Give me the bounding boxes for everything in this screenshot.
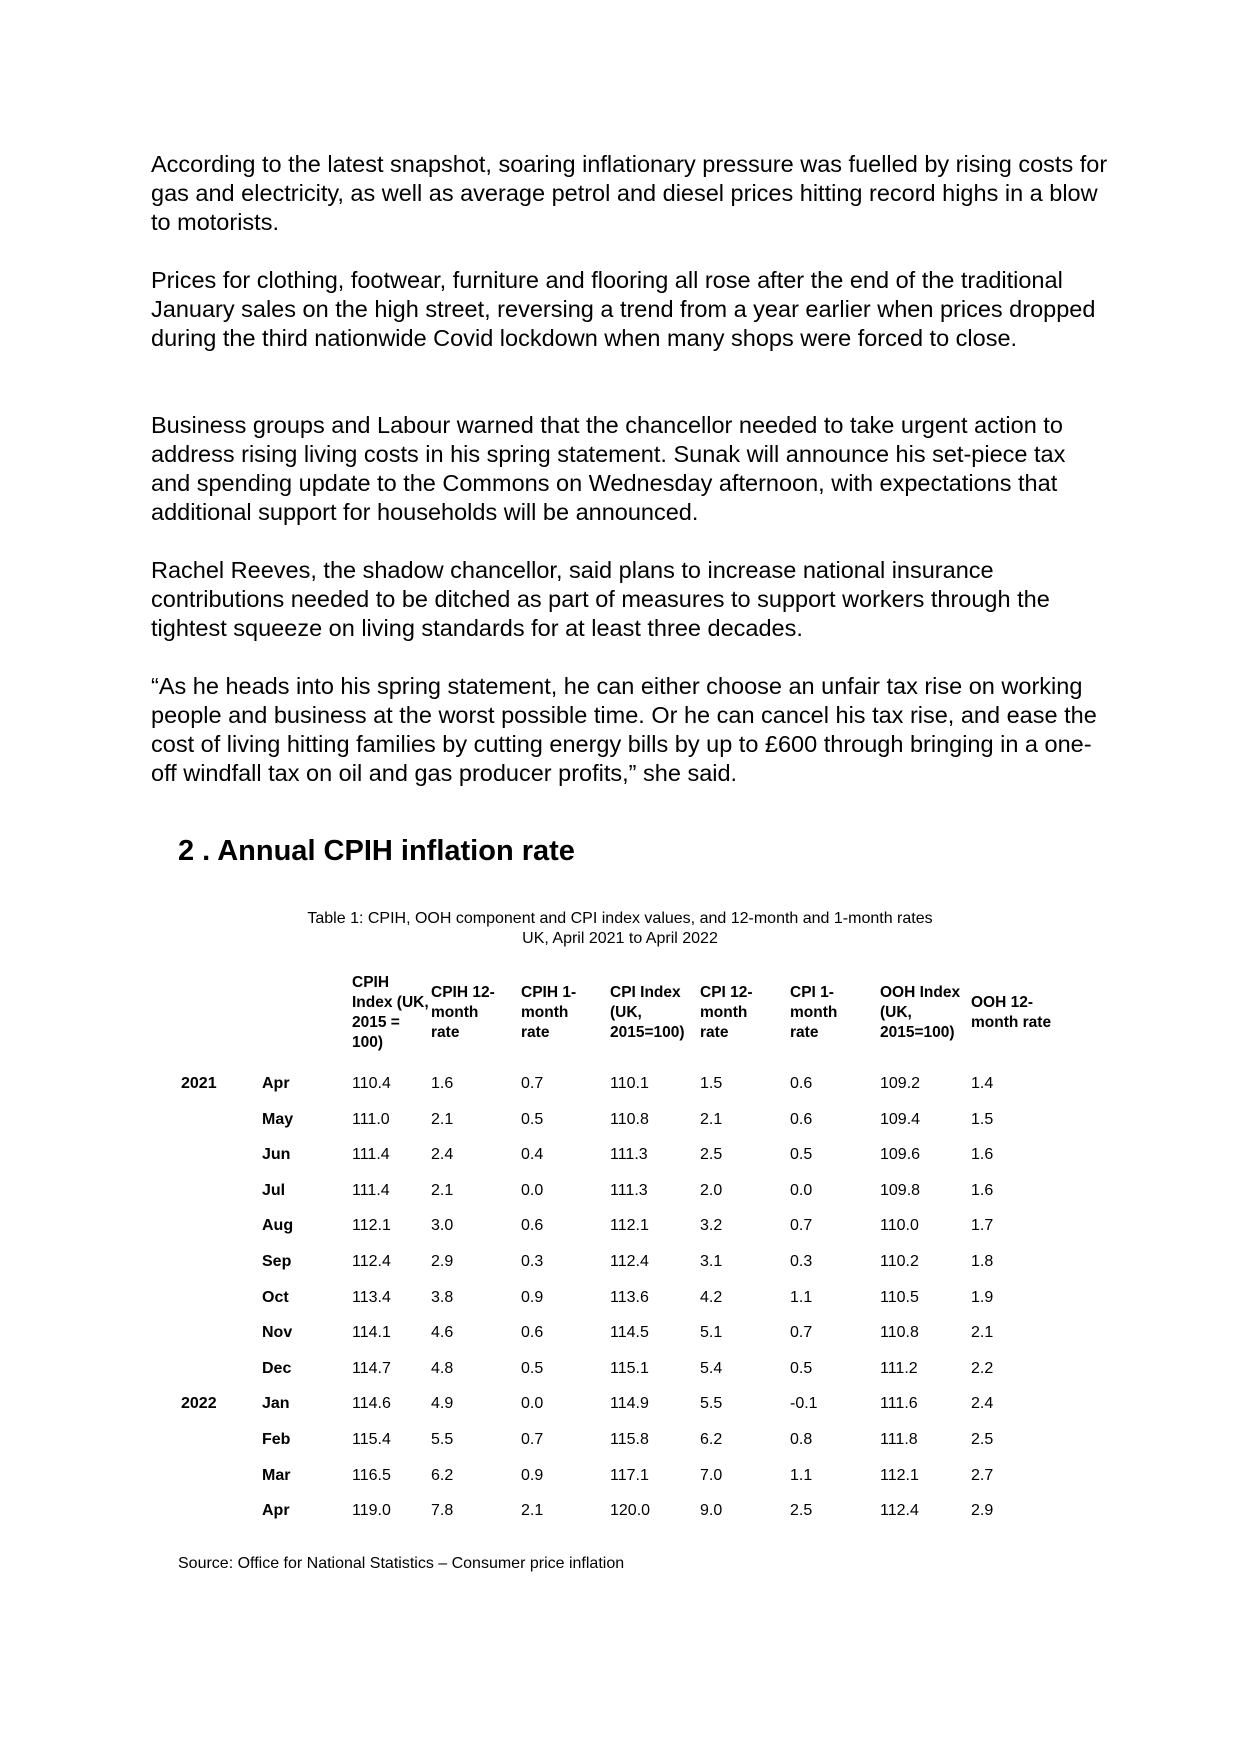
table-cell: 1.6 — [431, 1075, 454, 1092]
row-month: Apr — [262, 1502, 290, 1520]
table-cell: 110.0 — [880, 1217, 919, 1235]
table-caption-title: Table 1: CPIH, OOH component and CPI index values, and 12-month and 1-month rates — [307, 910, 933, 927]
table-cell: 3.0 — [431, 1217, 454, 1235]
table-cell: 1.5 — [971, 1110, 994, 1128]
table-row — [0, 1386, 1241, 1422]
table-cell: 112.1 — [352, 1217, 391, 1235]
table-cell: 7.0 — [700, 1466, 723, 1484]
table-cell: 0.0 — [790, 1181, 813, 1199]
table-cell: 115.4 — [352, 1431, 391, 1448]
table-row — [0, 1244, 1241, 1280]
table-cell: 4.9 — [431, 1395, 454, 1413]
row-year: 2022 — [181, 1395, 217, 1413]
table-cell: 2.1 — [431, 1181, 454, 1199]
row-month: Apr — [262, 1075, 290, 1092]
paragraph-1: According to the latest snapshot, soaring inflationary pressure was fuelled by rising costs for gas and electricity, as well as average petrol and diesel prices hitting record highs in a blow to motorists. — [151, 151, 1108, 235]
table-cell: 4.2 — [700, 1288, 723, 1306]
table-cell: 110.5 — [880, 1288, 919, 1306]
table-row — [0, 1102, 1241, 1138]
row-month: Jun — [262, 1146, 291, 1164]
table-cell: 0.6 — [790, 1110, 813, 1128]
table-cell: 0.7 — [790, 1217, 813, 1235]
table-cell: 1.1 — [790, 1466, 813, 1484]
table-cell: 7.8 — [431, 1502, 454, 1520]
table-cell: 2.0 — [700, 1181, 723, 1199]
table-cell: 2.5 — [971, 1431, 994, 1448]
table-cell: 0.3 — [521, 1253, 544, 1270]
table-cell: 2.5 — [790, 1502, 813, 1520]
row-month: May — [262, 1110, 294, 1128]
table-cell: 110.4 — [352, 1075, 391, 1092]
column-header: OOH Index (UK, 2015=100) — [880, 984, 961, 1041]
table-source: Source: Office for National Statistics – Consumer price inflation — [178, 1555, 625, 1572]
table-row — [0, 1137, 1241, 1173]
table-caption-subtitle: UK, April 2021 to April 2022 — [522, 930, 718, 947]
table-cell: 110.2 — [880, 1253, 919, 1270]
paragraph-4: Rachel Reeves, the shadow chancellor, said plans to increase national insurance contributions needed to be ditched as part of measures to support workers through the tightest squeeze on living standards for at least three decades. — [151, 557, 1050, 641]
table-cell: 111.0 — [352, 1110, 390, 1128]
table-cell: 0.8 — [790, 1431, 813, 1448]
table-cell: 112.4 — [610, 1253, 649, 1270]
table-cell: 2.2 — [971, 1359, 994, 1377]
table-cell: 114.9 — [610, 1395, 649, 1413]
column-header: CPIH Index (UK, 2015 = 100) — [352, 974, 429, 1051]
table-cell: 112.4 — [880, 1502, 919, 1520]
table-cell: 9.0 — [700, 1502, 723, 1520]
row-month: Feb — [262, 1431, 291, 1448]
table-cell: 5.5 — [700, 1395, 723, 1413]
table-cell: 0.3 — [790, 1253, 813, 1270]
table-cell: 119.0 — [352, 1502, 391, 1520]
table-cell: 0.5 — [521, 1110, 544, 1128]
paragraph-5: “As he heads into his spring statement, he can either choose an unfair tax rise on working people and business at the worst possible time. Or he can cancel his tax rise, and ease the cost of living hitting families by cutting energy bills by up to £600 through bringing in a one-off windfall tax on oil and gas producer profits,” she said. — [151, 673, 1097, 786]
row-month: Aug — [262, 1217, 294, 1235]
column-header: CPI 12-month rate — [700, 984, 753, 1041]
table-cell: 5.1 — [700, 1324, 723, 1342]
table-cell: 111.8 — [880, 1431, 918, 1448]
table-cell: 111.2 — [880, 1359, 918, 1377]
table-cell: 2.5 — [700, 1146, 723, 1164]
table-cell: 5.4 — [700, 1359, 723, 1377]
table-cell: 1.7 — [971, 1217, 994, 1235]
table-cell: 114.1 — [352, 1324, 391, 1342]
column-header: CPI Index (UK, 2015=100) — [610, 984, 685, 1041]
table-cell: 115.8 — [610, 1431, 649, 1448]
table-cell: 0.6 — [521, 1324, 544, 1342]
table-cell: 0.5 — [790, 1359, 813, 1377]
table-cell: 0.9 — [521, 1466, 544, 1484]
table-cell: 2.1 — [971, 1324, 994, 1342]
table-cell: 111.3 — [610, 1181, 648, 1199]
table-cell: 0.0 — [521, 1395, 544, 1413]
table-cell: 0.7 — [790, 1324, 813, 1342]
table-cell: 1.9 — [971, 1288, 994, 1306]
table-row — [0, 1208, 1241, 1244]
table-row — [0, 1173, 1241, 1209]
table-cell: 2.1 — [700, 1110, 723, 1128]
table-cell: 110.8 — [610, 1110, 649, 1128]
row-month: Sep — [262, 1253, 292, 1270]
table-cell: 113.4 — [352, 1288, 391, 1306]
table-cell: 114.5 — [610, 1324, 649, 1342]
table-cell: 116.5 — [352, 1466, 391, 1484]
row-month: Oct — [262, 1288, 289, 1306]
table-cell: 2.1 — [431, 1110, 454, 1128]
table-cell: 111.3 — [610, 1146, 648, 1164]
table-cell: 2.7 — [971, 1466, 994, 1484]
table-cell: 110.8 — [880, 1324, 919, 1342]
table-row — [0, 1066, 1241, 1102]
table-cell: 120.0 — [610, 1502, 651, 1520]
column-header: CPI 1-month rate — [790, 984, 838, 1041]
row-month: Jan — [262, 1395, 290, 1413]
table-cell: 6.2 — [700, 1431, 723, 1448]
table-cell: 3.1 — [700, 1253, 723, 1270]
table-cell: 109.4 — [880, 1110, 921, 1128]
table-cell: 3.8 — [431, 1288, 454, 1306]
table-cell: 112.1 — [880, 1466, 919, 1484]
section-heading: 2 . Annual CPIH inflation rate — [178, 835, 575, 867]
row-month: Mar — [262, 1466, 291, 1484]
table-row — [0, 1351, 1241, 1387]
table-cell: 2.4 — [971, 1395, 994, 1413]
table-cell: 114.6 — [352, 1395, 391, 1413]
table-cell: 1.4 — [971, 1075, 994, 1092]
table-row — [0, 1422, 1241, 1458]
row-month: Jul — [262, 1181, 286, 1199]
table-cell: 0.5 — [521, 1359, 544, 1377]
table-cell: 5.5 — [431, 1431, 454, 1448]
table-cell: 111.4 — [352, 1181, 390, 1199]
table-cell: -0.1 — [790, 1395, 818, 1413]
table-cell: 3.2 — [700, 1217, 723, 1235]
table-cell: 2.4 — [431, 1146, 454, 1164]
table-cell: 0.9 — [521, 1288, 544, 1306]
table-cell: 0.5 — [790, 1146, 813, 1164]
table-cell: 1.6 — [971, 1146, 994, 1164]
row-month: Dec — [262, 1359, 292, 1377]
table-cell: 111.4 — [352, 1146, 390, 1164]
table-row — [0, 1493, 1241, 1529]
column-header: CPIH 12-month rate — [431, 984, 495, 1041]
table-cell: 0.4 — [521, 1146, 544, 1164]
table-cell: 1.8 — [971, 1253, 994, 1270]
table-cell: 111.6 — [880, 1395, 918, 1413]
table-cell: 113.6 — [610, 1288, 649, 1306]
table-cell: 115.1 — [610, 1359, 649, 1377]
table-cell: 0.7 — [521, 1075, 544, 1092]
table-cell: 0.6 — [790, 1075, 813, 1092]
paragraph-2: Prices for clothing, footwear, furniture and flooring all rose after the end of the traditional January sales on the high street, reversing a trend from a year earlier when prices dropped during the third nationwide Covid lockdown when many shops were forced to close. — [151, 267, 1096, 351]
table-cell: 4.8 — [431, 1359, 454, 1377]
table-row — [0, 1280, 1241, 1316]
table-cell: 110.1 — [610, 1075, 649, 1092]
table-cell: 2.9 — [971, 1502, 994, 1520]
table-cell: 109.2 — [880, 1075, 921, 1092]
row-month: Nov — [262, 1324, 293, 1342]
table-cell: 6.2 — [431, 1466, 454, 1484]
paragraph-3: Business groups and Labour warned that the chancellor needed to take urgent action to address rising living costs in his spring statement. Sunak will announce his set-piece tax and spending update to the Commons on Wednesday afternoon, with expectations that additional support for households will be announced. — [151, 412, 1066, 525]
table-cell: 112.4 — [352, 1253, 391, 1270]
table-cell: 114.7 — [352, 1359, 391, 1377]
table-cell: 0.7 — [521, 1431, 544, 1448]
table-cell: 2.9 — [431, 1253, 454, 1270]
table-cell: 1.1 — [790, 1288, 813, 1306]
table-row — [0, 1458, 1241, 1494]
table-cell: 117.1 — [610, 1466, 649, 1484]
table-cell: 2.1 — [521, 1502, 544, 1520]
table-cell: 1.6 — [971, 1181, 994, 1199]
table-cell: 0.0 — [521, 1181, 544, 1199]
table-cell: 4.6 — [431, 1324, 454, 1342]
table-cell: 0.6 — [521, 1217, 544, 1235]
row-year: 2021 — [181, 1075, 217, 1092]
table-cell: 109.8 — [880, 1181, 921, 1199]
column-header: OOH 12-month rate — [971, 994, 1052, 1031]
table-cell: 112.1 — [610, 1217, 649, 1235]
table-cell: 109.6 — [880, 1146, 921, 1164]
column-header: CPIH 1-month rate — [521, 984, 577, 1041]
table-cell: 1.5 — [700, 1075, 723, 1092]
table-row — [0, 1315, 1241, 1351]
table-caption — [260, 909, 980, 949]
